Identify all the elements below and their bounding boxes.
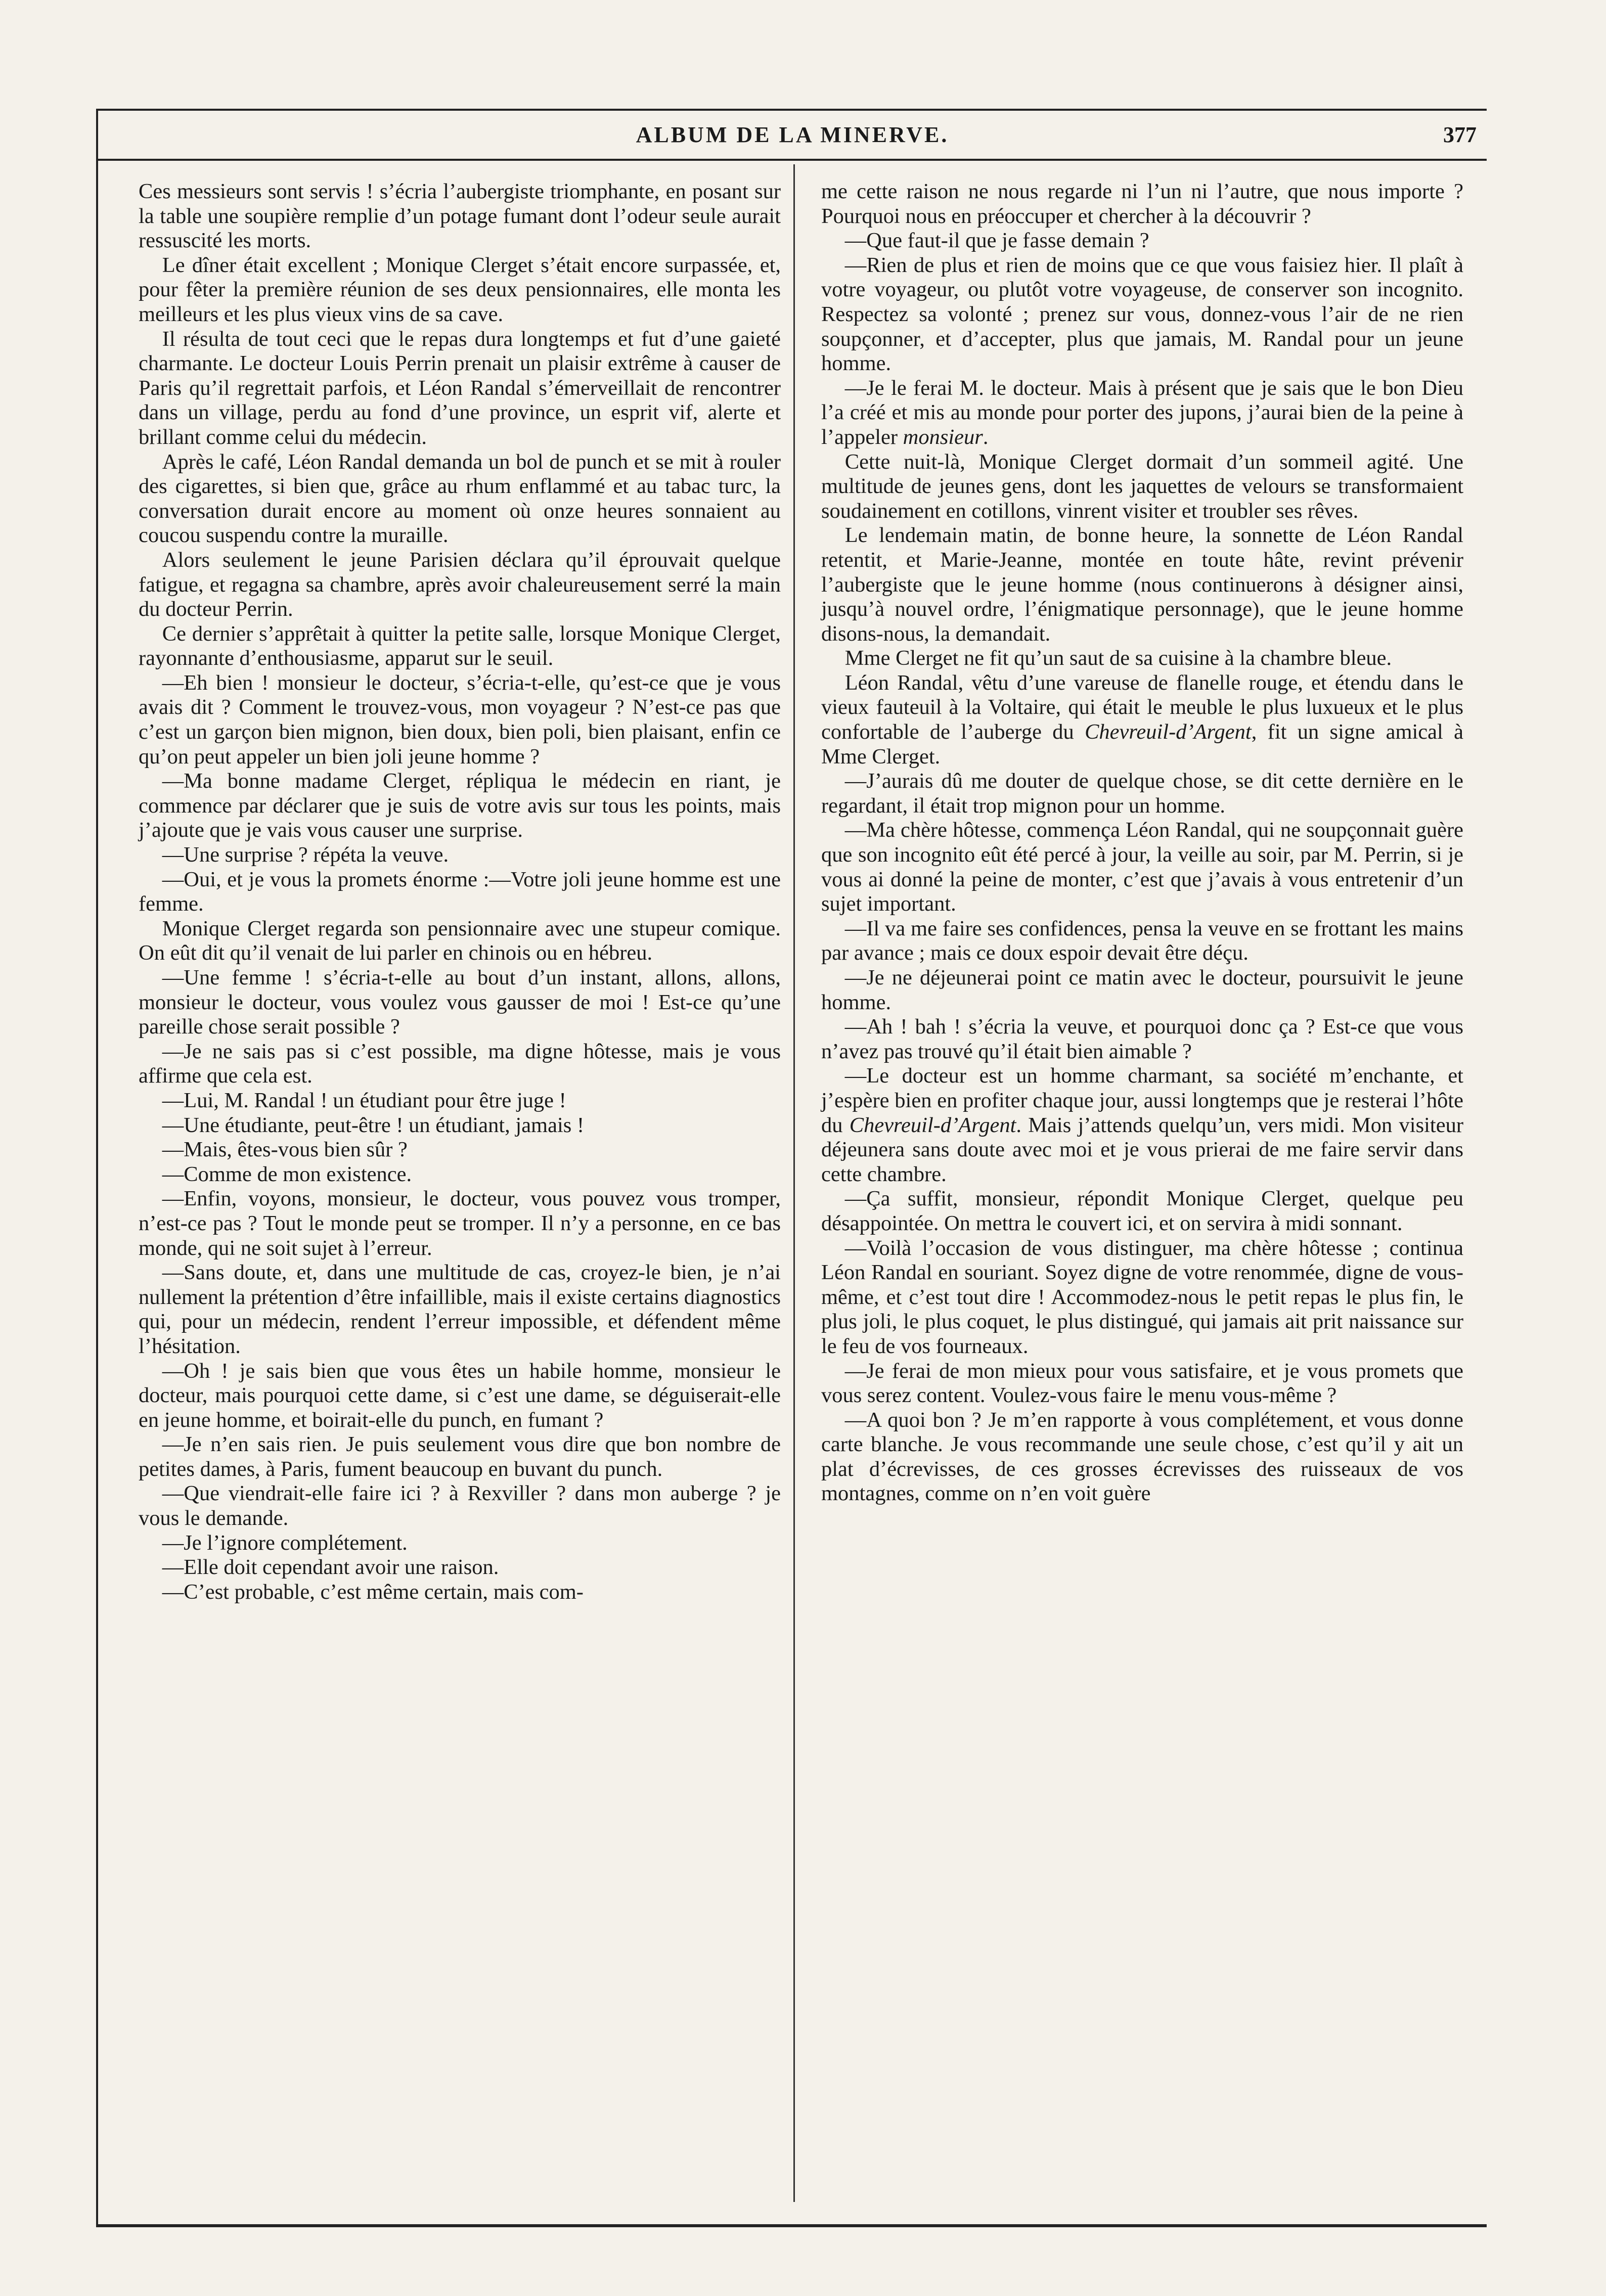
paragraph-text: —Je le ferai M. le docteur. Mais à présent que je sais que le bon Dieu l’a créé et mis au monde pour porter des jupons, j’aurai bien de la peine à l’appeler — [821, 376, 1463, 449]
paragraph: —Que faut-il que je fasse demain ? — [844, 229, 1149, 253]
left-column — [139, 179, 781, 1604]
paragraph: —Elle doit cependant avoir une raison. — [162, 1555, 499, 1580]
paragraph: —Eh bien ! monsieur le docteur, s’écria-t-elle, qu’est-ce que je vous avais dit ? Comment le trouvez-vous, mon voyageur ? N’est-ce pas que c’est un garçon bien mignon, bien doux, bien poli, bien plaisant, enfin ce qu’on peut appeler un bien joli jeune homme ? — [139, 670, 781, 769]
paragraph: Il résulta de tout ceci que le repas dura longtemps et fut d’une gaieté charmante. Le docteur Louis Perrin prenait un plaisir extrême à causer de Paris qu’il regrettait parfois, et Léon Randal s’émerveillait de rencontrer dans un village, perdu au fond d’une province, un esprit vif, alerte et brillant comme celui du médecin. — [139, 327, 781, 449]
paragraph: —A quoi bon ? Je m’en rapporte à vous complétement, et vous donne carte blanche. Je vous recommande une seule chose, c’est qu’il y ait un plat d’écrevisses, de ces grosses écrevisses des ruisseaux de vos montagnes, comme on n’en voit guère — [821, 1408, 1463, 1506]
paragraph: —Ça suffit, monsieur, répondit Monique Clerget, quelque peu désappointée. On mettra le couvert ici, et on servira à midi sonnant. — [821, 1187, 1463, 1235]
right-column — [821, 179, 1463, 1506]
paragraph: —Je ne déjeunerai point ce matin avec le docteur, poursuivit le jeune homme. — [821, 966, 1463, 1014]
paragraph — [821, 376, 1463, 450]
paragraph: Ces messieurs sont servis ! s’écria l’aubergiste triomphante, en posant sur la table une soupière remplie d’un potage fumant dont l’odeur seule aurait ressuscité les morts. — [139, 179, 781, 253]
paragraph: —Ah ! bah ! s’écria la veuve, et pourquoi donc ça ? Est-ce que vous n’avez pas trouvé qu’il était bien aimable ? — [821, 1015, 1463, 1063]
paragraph: —Je l’ignore complétement. — [162, 1530, 408, 1555]
paragraph: —Que viendrait-elle faire ici ? à Rexviller ? dans mon auberge ? je vous le demande. — [139, 1481, 781, 1530]
paragraph: Le dîner était excellent ; Monique Clerget s’était encore surpassée, et, pour fêter la première réunion de ses deux pensionnaires, elle monta les meilleurs et les plus vieux vins de sa cave. — [139, 253, 781, 326]
paragraph — [821, 1064, 1463, 1187]
paragraph: Monique Clerget regarda son pensionnaire avec une stupeur comique. On eût dit qu’il venait de lui parler en chinois ou en hébreu. — [139, 916, 781, 965]
paragraph: Après le café, Léon Randal demanda un bol de punch et se mit à rouler des cigarettes, si bien que, grâce au rhum enflammé et au tabac turc, la conversation durait encore au moment où onze heures sonnaient au coucou suspendu contre la muraille. — [139, 449, 781, 548]
paragraph: —Comme de mon existence. — [162, 1162, 412, 1186]
paragraph: Alors seulement le jeune Parisien déclara qu’il éprouvait quelque fatigue, et regagna sa chambre, après avoir chaleureusement serré la main du docteur Perrin. — [139, 548, 781, 621]
paragraph: —Je ne sais pas si c’est possible, ma digne hôtesse, mais je vous affirme que cela est. — [139, 1039, 781, 1088]
paragraph — [821, 671, 1463, 769]
paragraph: —Il va me faire ses confidences, pensa la veuve en se frottant les mains par avance ; mais ce doux espoir devait être déçu. — [821, 916, 1463, 965]
paragraph-tail: , fit un signe amical à Mme Clerget. — [821, 720, 1464, 769]
paragraph: —Lui, M. Randal ! un étudiant pour être juge ! — [162, 1088, 566, 1112]
paragraph: —Enfin, voyons, monsieur, le docteur, vous pouvez vous tromper, n’est-ce pas ? Tout le monde peut se tromper. Il n’y a personne, en ce bas monde, qui ne soit sujet à l’erreur. — [139, 1187, 781, 1260]
paragraph: —Je ferai de mon mieux pour vous satisfaire, et je vous promets que vous serez content. Voulez-vous faire le menu vous-même ? — [821, 1359, 1463, 1408]
page-header — [98, 109, 1487, 161]
paragraph: —Rien de plus et rien de moins que ce que vous faisiez hier. Il plaît à votre voyageur, ou plutôt votre voyageuse, de conserver son incognito. Respectez sa volonté ; prenez sur vous, donnez-vous l’air de ne rien soupçonner, et d’accepter, plus que jamais, M. Randal pour un jeune homme. — [821, 253, 1463, 376]
italic-inn-name: Chevreuil-d’Argent — [849, 1113, 1016, 1137]
paragraph-text: Léon Randal, vêtu d’une vareuse de flanelle rouge, et étendu dans le vieux fauteuil à la Voltaire, qui était le meuble le plus luxueux et le plus confortable de l’auberge du — [821, 670, 1463, 744]
paragraph: —Sans doute, et, dans une multitude de cas, croyez-le bien, je n’ai nullement la prétention d’être infaillible, mais il existe certains diagnostics qui, pour un médecin, rendent l’erreur impossible, et défendent même l’hésitation. — [139, 1260, 781, 1358]
publication-title: ALBUM DE LA MINERVE. — [636, 122, 949, 147]
newspaper-page — [96, 109, 1487, 2227]
paragraph-tail: . — [983, 425, 989, 449]
italic-inn-name: Chevreuil-d’Argent — [1085, 720, 1252, 744]
paragraph: Mme Clerget ne fit qu’un saut de sa cuisine à la chambre bleue. — [844, 646, 1392, 670]
paragraph-tail: . Mais j’attends quelqu’un, vers midi. Mon visiteur déjeunera sans doute avec moi et je vous prierai de me faire servir dans cette chambre. — [821, 1113, 1464, 1186]
paragraph: Cette nuit-là, Monique Clerget dormait d’un sommeil agité. Une multitude de jeunes gens, dont les jaquettes de velours se transformaient soudainement en cotillons, vinrent visiter et troubler ses rêves. — [821, 449, 1463, 523]
paragraph: Ce dernier s’apprêtait à quitter la petite salle, lorsque Monique Clerget, rayonnante d’enthousiasme, apparut sur le seuil. — [139, 621, 781, 670]
column-divider — [793, 164, 795, 2202]
paragraph: —Mais, êtes-vous bien sûr ? — [162, 1138, 408, 1162]
paragraph: —Ma bonne madame Clerget, répliqua le médecin en riant, je commence par déclarer que je suis de votre avis sur tous les points, mais j’ajoute que je vais vous causer une surprise. — [139, 769, 781, 842]
paragraph: —C’est probable, c’est même certain, mais com- — [162, 1580, 584, 1604]
paragraph: Le lendemain matin, de bonne heure, la sonnette de Léon Randal retentit, et Marie-Jeanne, montée en toute hâte, revint prévenir l’aubergiste que le jeune homme (nous continuerons à désigner ainsi, jusqu’à nouvel ordre, l’énigmatique personnage), que le jeune homme disons-nous, la demandait. — [821, 523, 1463, 646]
paragraph: —J’aurais dû me douter de quelque chose, se dit cette dernière en le regardant, il était trop mignon pour un homme. — [821, 769, 1463, 818]
paragraph: —Je n’en sais rien. Je puis seulement vous dire que bon nombre de petites dames, à Paris, fument beaucoup en buvant du punch. — [139, 1432, 781, 1481]
paragraph: —Oh ! je sais bien que vous êtes un habile homme, monsieur le docteur, mais pourquoi cette dame, si c’est une dame, se déguiserait-elle en jeune homme, et boirait-elle du punch, en fumant ? — [139, 1359, 781, 1432]
paragraph: —Une femme ! s’écria-t-elle au bout d’un instant, allons, allons, monsieur le docteur, vous voulez vous gausser de moi ! Est-ce qu’une pareille chose serait possible ? — [139, 966, 781, 1039]
page-number: 377 — [1443, 122, 1477, 147]
paragraph: —Une surprise ? répéta la veuve. — [162, 843, 449, 867]
paragraph: —Voilà l’occasion de vous distinguer, ma chère hôtesse ; continua Léon Randal en souriant. Soyez digne de votre renommée, digne de vous-même, et c’est tout dire ! Accommodez-nous le petit repas le plus fin, le plus joli, le plus coquet, le plus distingué, qui jamais ait prit naissance sur le feu de vos fourneaux. — [821, 1236, 1463, 1358]
paragraph: —Une étudiante, peut-être ! un étudiant, jamais ! — [162, 1113, 585, 1137]
paragraph: —Oui, et je vous la promets énorme :—Votre joli jeune homme est une femme. — [139, 867, 781, 916]
paragraph-text: —Le docteur est un homme charmant, sa société m’enchante, et j’espère bien en profiter chaque jour, aussi longtemps que je resterai l’hôte du — [821, 1064, 1463, 1137]
paragraph: —Ma chère hôtesse, commença Léon Randal, qui ne soupçonnait guère que son incognito eût été percé à jour, la veille au soir, par M. Perrin, si je vous ai donné la peine de monter, c’est que j’avais à vous entretenir d’un sujet important. — [821, 818, 1463, 916]
italic-word: monsieur — [903, 425, 983, 449]
paragraph: me cette raison ne nous regarde ni l’un ni l’autre, que nous importe ? Pourquoi nous en préoccuper et chercher à la découvrir ? — [821, 179, 1463, 228]
